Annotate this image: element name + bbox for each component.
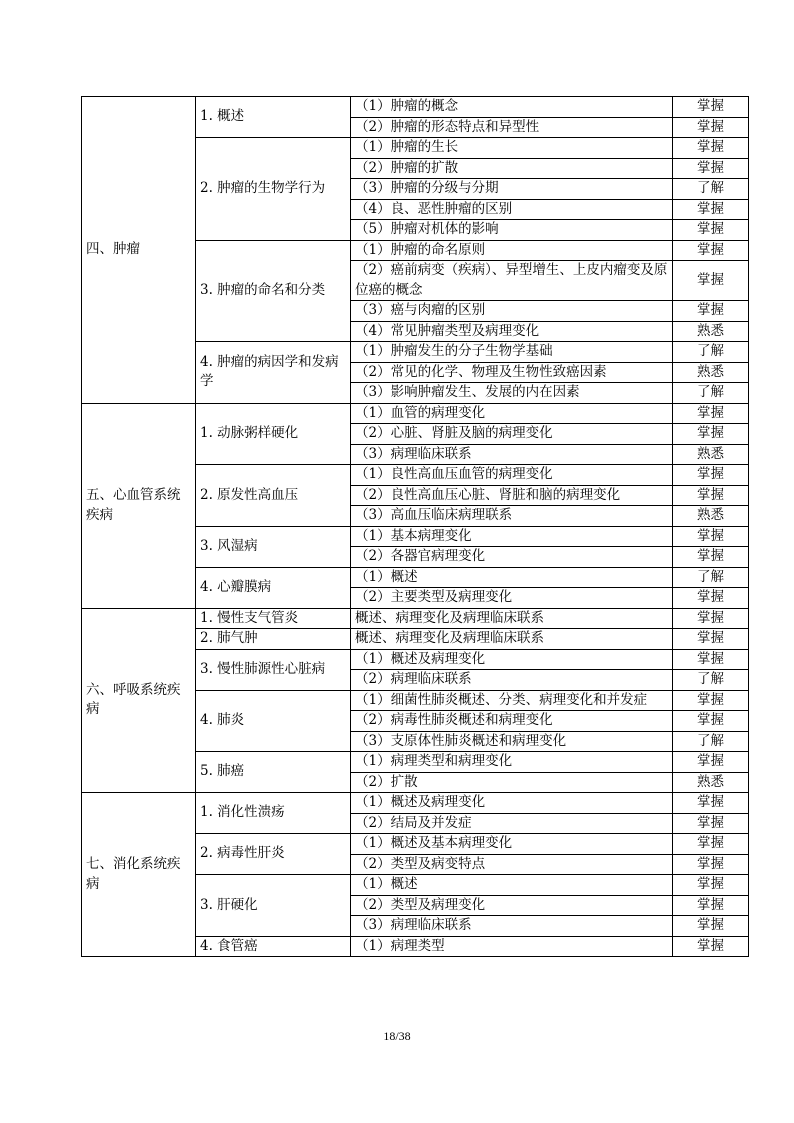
requirement-level: 熟悉 <box>673 321 749 342</box>
unit-name: 1. 慢性支气管炎 <box>196 608 351 629</box>
unit-name: 5. 肺癌 <box>196 752 351 793</box>
requirement-level: 了解 <box>673 342 749 363</box>
unit-name: 4. 肺炎 <box>196 690 351 752</box>
item-text: （1）基本病理变化 <box>351 526 673 547</box>
unit-name: 2. 肿瘤的生物学行为 <box>196 138 351 241</box>
item-text: （1）概述 <box>351 875 673 896</box>
requirement-level: 掌握 <box>673 138 749 159</box>
item-text: （2）类型及病变特点 <box>351 854 673 875</box>
item-text: （1）肿瘤的生长 <box>351 138 673 159</box>
table-row <box>82 793 749 814</box>
section-title: 七、消化系统疾病 <box>82 793 196 957</box>
requirement-level: 了解 <box>673 567 749 588</box>
requirement-level: 掌握 <box>673 875 749 896</box>
requirement-level: 了解 <box>673 670 749 691</box>
section-title: 六、呼吸系统疾病 <box>82 608 196 793</box>
unit-name: 1. 消化性溃疡 <box>196 793 351 834</box>
unit-name: 3. 肝硬化 <box>196 875 351 937</box>
requirement-level: 掌握 <box>673 526 749 547</box>
item-text: （1）病理类型 <box>351 936 673 957</box>
requirement-level: 掌握 <box>673 752 749 773</box>
item-text: （2）病理临床联系 <box>351 670 673 691</box>
requirement-level: 掌握 <box>673 465 749 486</box>
item-text: （2）病毒性肺炎概述和病理变化 <box>351 711 673 732</box>
item-text: （1）概述及病理变化 <box>351 649 673 670</box>
requirement-level: 熟悉 <box>673 772 749 793</box>
unit-name: 2. 原发性高血压 <box>196 465 351 527</box>
requirement-level: 掌握 <box>673 547 749 568</box>
syllabus-table-body <box>82 97 749 957</box>
requirement-level: 掌握 <box>673 199 749 220</box>
table-row <box>82 403 749 424</box>
item-text: （2）良性高血压心脏、肾脏和脑的病理变化 <box>351 485 673 506</box>
table-row <box>82 608 749 629</box>
unit-name: 3. 肿瘤的命名和分类 <box>196 240 351 342</box>
item-text: （1）细菌性肺炎概述、分类、病理变化和并发症 <box>351 690 673 711</box>
item-text: （2）肿瘤的形态特点和异型性 <box>351 117 673 138</box>
requirement-level: 熟悉 <box>673 506 749 527</box>
unit-name: 1. 动脉粥样硬化 <box>196 403 351 465</box>
requirement-level: 掌握 <box>673 649 749 670</box>
unit-name: 2. 病毒性肝炎 <box>196 834 351 875</box>
requirement-level: 熟悉 <box>673 362 749 383</box>
item-text: （1）概述及病理变化 <box>351 793 673 814</box>
section-title: 五、心血管系统疾病 <box>82 403 196 608</box>
requirement-level: 熟悉 <box>673 444 749 465</box>
requirement-level: 掌握 <box>673 895 749 916</box>
requirement-level: 掌握 <box>673 261 749 301</box>
requirement-level: 掌握 <box>673 936 749 957</box>
unit-name: 1. 概述 <box>196 97 351 138</box>
syllabus-table <box>81 96 749 957</box>
requirement-level: 掌握 <box>673 301 749 322</box>
item-text: （3）高血压临床病理联系 <box>351 506 673 527</box>
requirement-level: 掌握 <box>673 711 749 732</box>
item-text: 概述、病理变化及病理临床联系 <box>351 629 673 650</box>
requirement-level: 掌握 <box>673 690 749 711</box>
unit-name: 3. 风湿病 <box>196 526 351 567</box>
requirement-level: 掌握 <box>673 854 749 875</box>
item-text: （1）概述及基本病理变化 <box>351 834 673 855</box>
requirement-level: 了解 <box>673 731 749 752</box>
item-text: （2）扩散 <box>351 772 673 793</box>
item-text: （4）良、恶性肿瘤的区别 <box>351 199 673 220</box>
item-text: （2）结局及并发症 <box>351 813 673 834</box>
item-text: （3）支原体性肺炎概述和病理变化 <box>351 731 673 752</box>
requirement-level: 掌握 <box>673 97 749 118</box>
item-text: （2）各器官病理变化 <box>351 547 673 568</box>
requirement-level: 掌握 <box>673 629 749 650</box>
requirement-level: 掌握 <box>673 485 749 506</box>
unit-name: 4. 心瓣膜病 <box>196 567 351 608</box>
unit-name: 3. 慢性肺源性心脏病 <box>196 649 351 690</box>
unit-name: 4. 食管癌 <box>196 936 351 957</box>
requirement-level: 了解 <box>673 179 749 200</box>
requirement-level: 掌握 <box>673 916 749 937</box>
requirement-level: 掌握 <box>673 424 749 445</box>
unit-name: 4. 肿瘤的病因学和发病学 <box>196 342 351 404</box>
requirement-level: 掌握 <box>673 588 749 609</box>
requirement-level: 掌握 <box>673 220 749 241</box>
item-text: （3）病理临床联系 <box>351 444 673 465</box>
item-text: （3）癌与肉瘤的区别 <box>351 301 673 322</box>
item-text: （1）肿瘤发生的分子生物学基础 <box>351 342 673 363</box>
item-text: （3）肿瘤的分级与分期 <box>351 179 673 200</box>
requirement-level: 了解 <box>673 383 749 404</box>
requirement-level: 掌握 <box>673 793 749 814</box>
item-text: （1）病理类型和病理变化 <box>351 752 673 773</box>
section-title: 四、肿瘤 <box>82 97 196 404</box>
item-text: （2）心脏、肾脏及脑的病理变化 <box>351 424 673 445</box>
requirement-level: 掌握 <box>673 813 749 834</box>
unit-name: 2. 肺气肿 <box>196 629 351 650</box>
item-text: （1）肿瘤的概念 <box>351 97 673 118</box>
requirement-level: 掌握 <box>673 403 749 424</box>
table-row <box>82 97 749 118</box>
item-text: （1）肿瘤的命名原则 <box>351 240 673 261</box>
requirement-level: 掌握 <box>673 608 749 629</box>
item-text: （2）类型及病理变化 <box>351 895 673 916</box>
requirement-level: 掌握 <box>673 834 749 855</box>
item-text: （5）肿瘤对机体的影响 <box>351 220 673 241</box>
item-text: （2）主要类型及病理变化 <box>351 588 673 609</box>
item-text: （3）病理临床联系 <box>351 916 673 937</box>
item-text: （2）常见的化学、物理及生物性致癌因素 <box>351 362 673 383</box>
page-number: 18/38 <box>383 1029 411 1043</box>
item-text: （1）血管的病理变化 <box>351 403 673 424</box>
requirement-level: 掌握 <box>673 158 749 179</box>
item-text: （2）癌前病变（疾病）、异型增生、上皮内瘤变及原位癌的概念 <box>351 261 673 301</box>
item-text: （1）良性高血压血管的病理变化 <box>351 465 673 486</box>
requirement-level: 掌握 <box>673 117 749 138</box>
item-text: （3）影响肿瘤发生、发展的内在因素 <box>351 383 673 404</box>
requirement-level: 掌握 <box>673 240 749 261</box>
item-text: （1）概述 <box>351 567 673 588</box>
item-text: （4）常见肿瘤类型及病理变化 <box>351 321 673 342</box>
item-text: （2）肿瘤的扩散 <box>351 158 673 179</box>
item-text: 概述、病理变化及病理临床联系 <box>351 608 673 629</box>
